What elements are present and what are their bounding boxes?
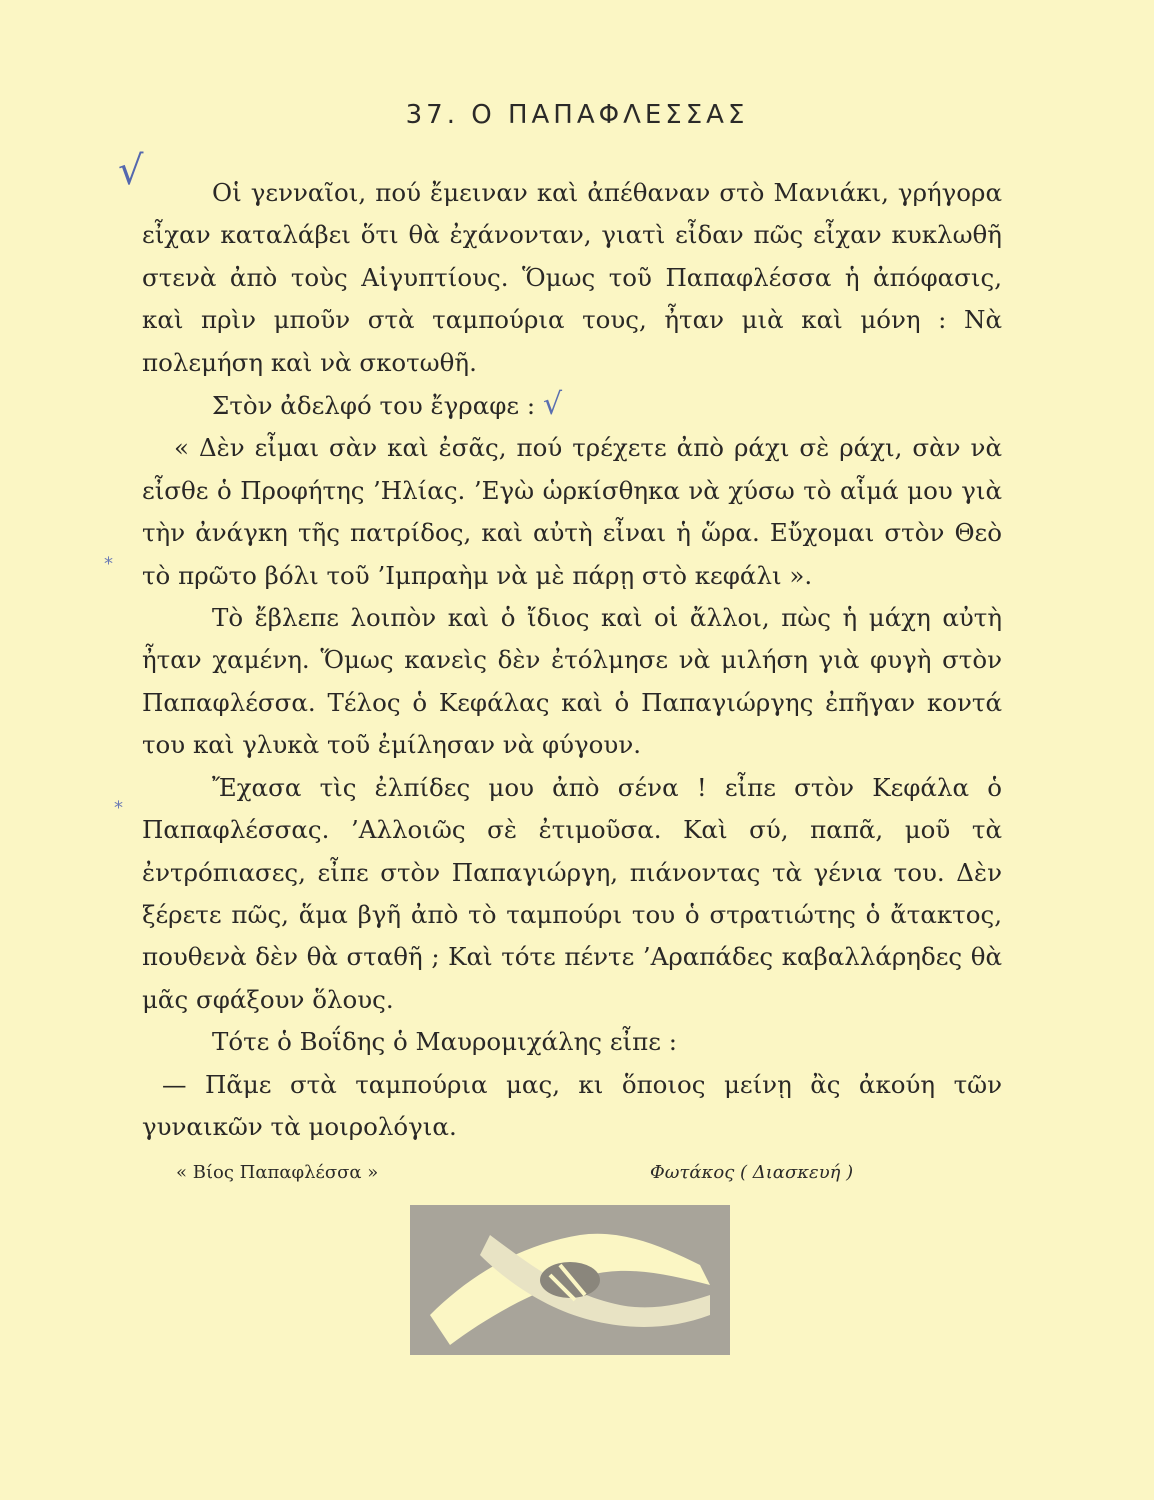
paragraph-7: — Πᾶμε στὰ ταμπούρια μας, κι ὅποιος μείνῃ ἂς ἀκούη τῶν γυναικῶν τὰ μοιρολόγια. bbox=[142, 1069, 1002, 1141]
paragraph-4: Τὸ ἔβλεπε λοιπὸν καὶ ὁ ἴδιος καὶ οἱ ἄλλοι, πὼς ἡ μάχη αὐτὴ ἦταν χαμένη. Ὅμως κανεὶς δὲν ἐτόλμησε νὰ μιλήση γιὰ φυγὴ στὸν Παπαφλέσσα. Τέλος ὁ Κεφάλας καὶ ὁ Παπαγιώργης ἐπῆγαν κοντά του καὶ γλυκὰ τοῦ ἐμίλησαν νὰ φύγουν. bbox=[142, 603, 1002, 760]
source-author: Φωτάκος ( Διασκευή ) bbox=[650, 1162, 854, 1183]
margin-asterisk-icon: ⁎ bbox=[104, 548, 113, 569]
paragraph-6: Τότε ὁ Βοΐδης ὁ Μαυρομιχάλης εἶπε : bbox=[212, 1027, 677, 1057]
woodcut-vignette-icon bbox=[410, 1205, 730, 1355]
paragraph-2-text: Στὸν ἀδελφό του ἔγραφε : bbox=[212, 391, 536, 421]
paragraph-1: Οἱ γενναῖοι, πού ἔμειναν καὶ ἀπέθαναν στὸ Μανιάκι, γρήγορα εἶχαν καταλάβει ὅτι θὰ ἐχάνονταν, γιατὶ εἶδαν πῶς εἶχαν κυκλωθῆ στενὰ ἀπὸ τοὺς Αἰγυπτίους. Ὅμως τοῦ Παπαφλέσσα ἡ ἀπόφασις, καὶ πρὶν μποῦν στὰ ταμπούρια τους, ἦταν μιὰ καὶ μόνη : Νὰ πολεμήση καὶ νὰ σκοτωθῆ. bbox=[142, 178, 1002, 377]
chapter-title: 37. Ο ΠΑΠΑΦΛΕΣΣΑΣ bbox=[405, 100, 749, 130]
check-mark-icon: √ bbox=[118, 148, 144, 194]
body-text bbox=[142, 172, 1002, 1148]
margin-asterisk-icon: ⁎ bbox=[114, 792, 123, 813]
source-title: « Βίος Παπαφλέσσα » bbox=[176, 1162, 379, 1183]
paragraph-3-quote: « Δὲν εἶμαι σὰν καὶ ἐσᾶς, πού τρέχετε ἀπὸ ράχι σὲ ράχι, σὰν νὰ εἶσθε ὁ Προφήτης ’Ηλίας. ’Εγὼ ὡρκίσθηκα νὰ χύσω τὸ αἷμά μου γιὰ τὴν ἀνάγκη τῆς πατρίδος, καὶ αὐτὴ εἶναι ἡ ὥρα. Εὔχομαι στὸν Θεὸ τὸ πρῶτο βόλι τοῦ ’Ιμπραὴμ νὰ μὲ πάρῃ στὸ κεφάλι ». bbox=[142, 433, 1002, 590]
paragraph-5: Ἔχασα τὶς ἐλπίδες μου ἀπὸ σένα ! εἶπε στὸν Κεφάλα ὁ Παπαφλέσσας. ’Αλλοιῶς σὲ ἐτιμοῦσα. Καὶ σύ, παπᾶ, μοῦ τὰ ἐντρόπιασες, εἶπε στὸν Παπαγιώργη, πιάνοντας τὰ γένια του. Δὲν ξέρετε πῶς, ἅμα βγῆ ἀπὸ τὸ ταμπούρι του ὁ στρατιώτης ὁ ἄτακτος, πουθενὰ δὲν θὰ σταθῆ ; Καὶ τότε πέντε ’Αραπάδες καβαλλάρηδες θὰ μᾶς σφάξουν ὅλους. bbox=[142, 772, 1002, 1014]
check-mark-icon: √ bbox=[542, 387, 563, 423]
paragraph-2 bbox=[142, 384, 1002, 427]
